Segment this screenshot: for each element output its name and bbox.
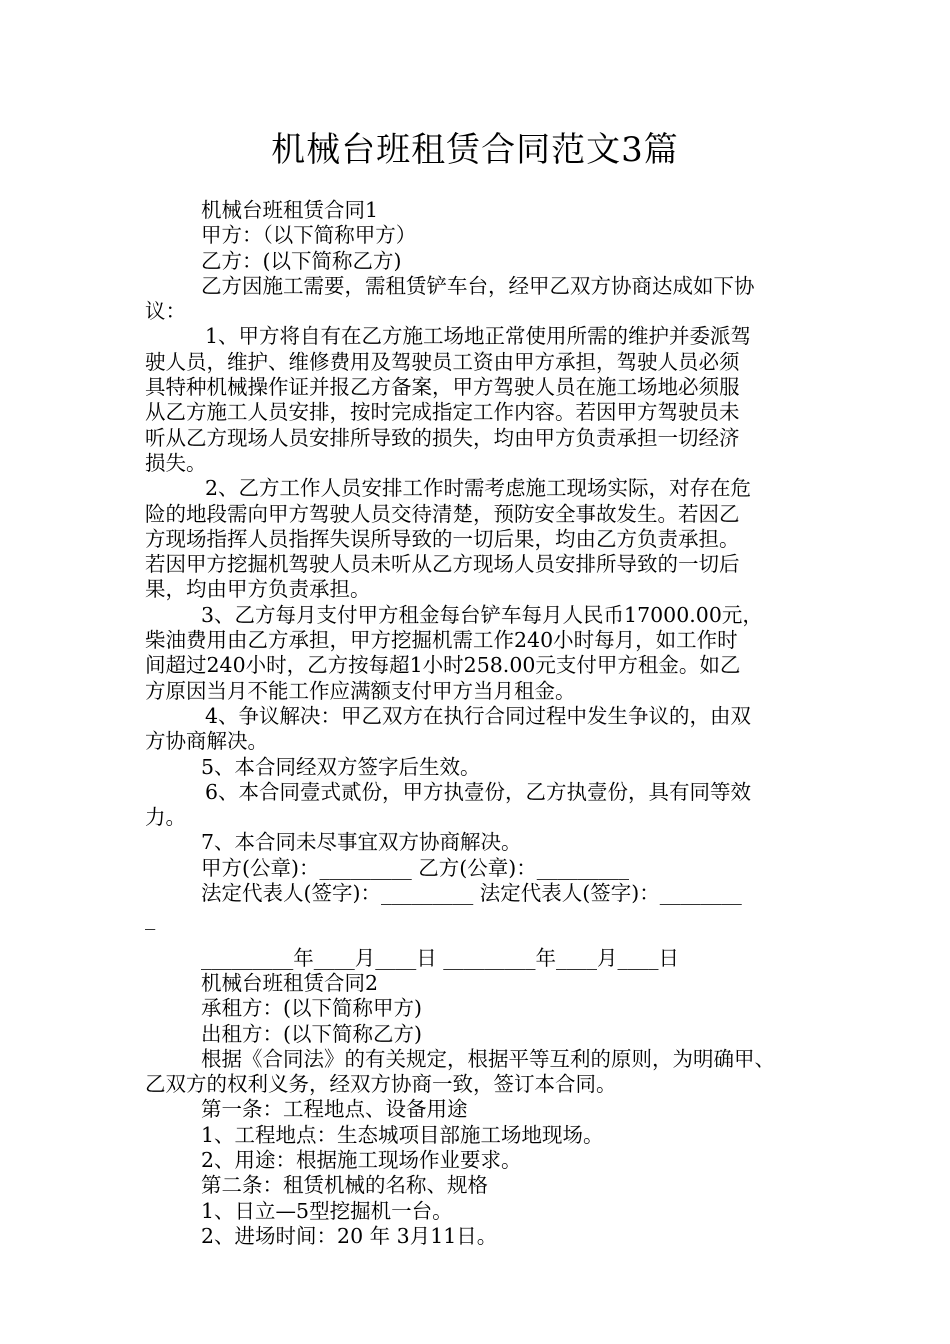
paragraph-line: 2、乙方工作人员安排工作时需考虑施工现场实际，对存在危 — [205, 476, 752, 501]
section-heading: 机械台班租赁合同2 — [201, 970, 379, 995]
signature-line: 甲方(公章)：_________ 乙方(公章)：_________ — [201, 855, 630, 880]
date-line: _________年____月____日 _________年____月____日 — [201, 945, 680, 970]
paragraph-line: 果，均由甲方负责承担。 — [145, 577, 371, 602]
paragraph-line: 驶人员，维护、维修费用及驾驶员工资由甲方承担，驾驶人员必须 — [145, 349, 740, 374]
article-heading: 第二条：租赁机械的名称、规格 — [201, 1173, 488, 1198]
paragraph-line: 1、工程地点：生态城项目部施工场地现场。 — [201, 1122, 604, 1147]
paragraph-line: 议： — [145, 299, 186, 324]
paragraph-line: 具特种机械操作证并报乙方备案，甲方驾驶人员在施工场地必须服 — [145, 375, 740, 400]
document-title: 机械台班租赁合同范文3篇 — [271, 130, 679, 170]
party-a-line: 甲方：（以下简称甲方） — [201, 223, 417, 248]
paragraph-line: 从乙方施工人员安排，按时完成指定工作内容。若因甲方驾驶员未 — [145, 400, 740, 425]
paragraph-line: 7、本合同未尽事宜双方协商解决。 — [201, 830, 522, 855]
paragraph-line: 2、用途：根据施工现场作业要求。 — [201, 1147, 522, 1172]
paragraph-line: 间超过240小时，乙方按每超1小时258.00元支付甲方租金。如乙 — [145, 653, 741, 678]
paragraph-line: 方现场指挥人员指挥失误所导致的一切后果，均由乙方负责承担。 — [145, 526, 740, 551]
party-b-line: 乙方：(以下简称乙方) — [201, 248, 402, 273]
paragraph-line: 损失。 — [145, 450, 207, 475]
paragraph-line: 乙双方的权利义务，经双方协商一致，签订本合同。 — [145, 1072, 617, 1097]
paragraph-line: 4、争议解决：甲乙双方在执行合同过程中发生争议的，由双 — [205, 703, 752, 728]
paragraph-line: 3、乙方每月支付甲方租金每台铲车每月人民币17000.00元， — [201, 602, 763, 627]
paragraph-line: 2、进场时间：20 年 3月11日。 — [201, 1223, 498, 1248]
paragraph-line: 6、本合同壹式贰份，甲方执壹份，乙方执壹份，具有同等效 — [205, 779, 752, 804]
signature-line: _ — [145, 906, 156, 931]
paragraph-line: 根据《合同法》的有关规定，根据平等互利的原则，为明确甲、 — [201, 1046, 775, 1071]
paragraph-line: 乙方因施工需要，需租赁铲车台，经甲乙双方协商达成如下协 — [201, 273, 755, 298]
paragraph-line: 方原因当月不能工作应满额支付甲方当月租金。 — [145, 678, 576, 703]
paragraph-line: 险的地段需向甲方驾驶人员交待清楚，预防安全事故发生。若因乙 — [145, 501, 740, 526]
article-heading: 第一条：工程地点、设备用途 — [201, 1097, 468, 1122]
document-body — [145, 198, 813, 1249]
paragraph-line: 柴油费用由乙方承担，甲方挖掘机需工作240小时每月，如工作时 — [145, 628, 738, 653]
paragraph-line: 若因甲方挖掘机驾驶人员未听从乙方现场人员安排所导致的一切后 — [145, 552, 740, 577]
paragraph-line: 力。 — [145, 805, 186, 830]
paragraph-line: 听从乙方现场人员安排所导致的损失，均由甲方负责承担一切经济 — [145, 425, 740, 450]
party-b-line: 出租方：(以下简称乙方) — [201, 1021, 422, 1046]
section-heading: 机械台班租赁合同1 — [201, 198, 379, 222]
party-a-line: 承租方：(以下简称甲方) — [201, 996, 422, 1021]
paragraph-line: 1、日立—5型挖掘机一台。 — [201, 1198, 453, 1223]
paragraph-line: 1、甲方将自有在乙方施工场地正常使用所需的维护并委派驾 — [205, 324, 752, 349]
line-spacer — [145, 932, 813, 946]
paragraph-line: 5、本合同经双方签字后生效。 — [201, 754, 481, 779]
signature-line: 法定代表人(签字)：_________ 法定代表人(签字)：________ — [201, 881, 742, 906]
paragraph-line: 方协商解决。 — [145, 729, 268, 754]
